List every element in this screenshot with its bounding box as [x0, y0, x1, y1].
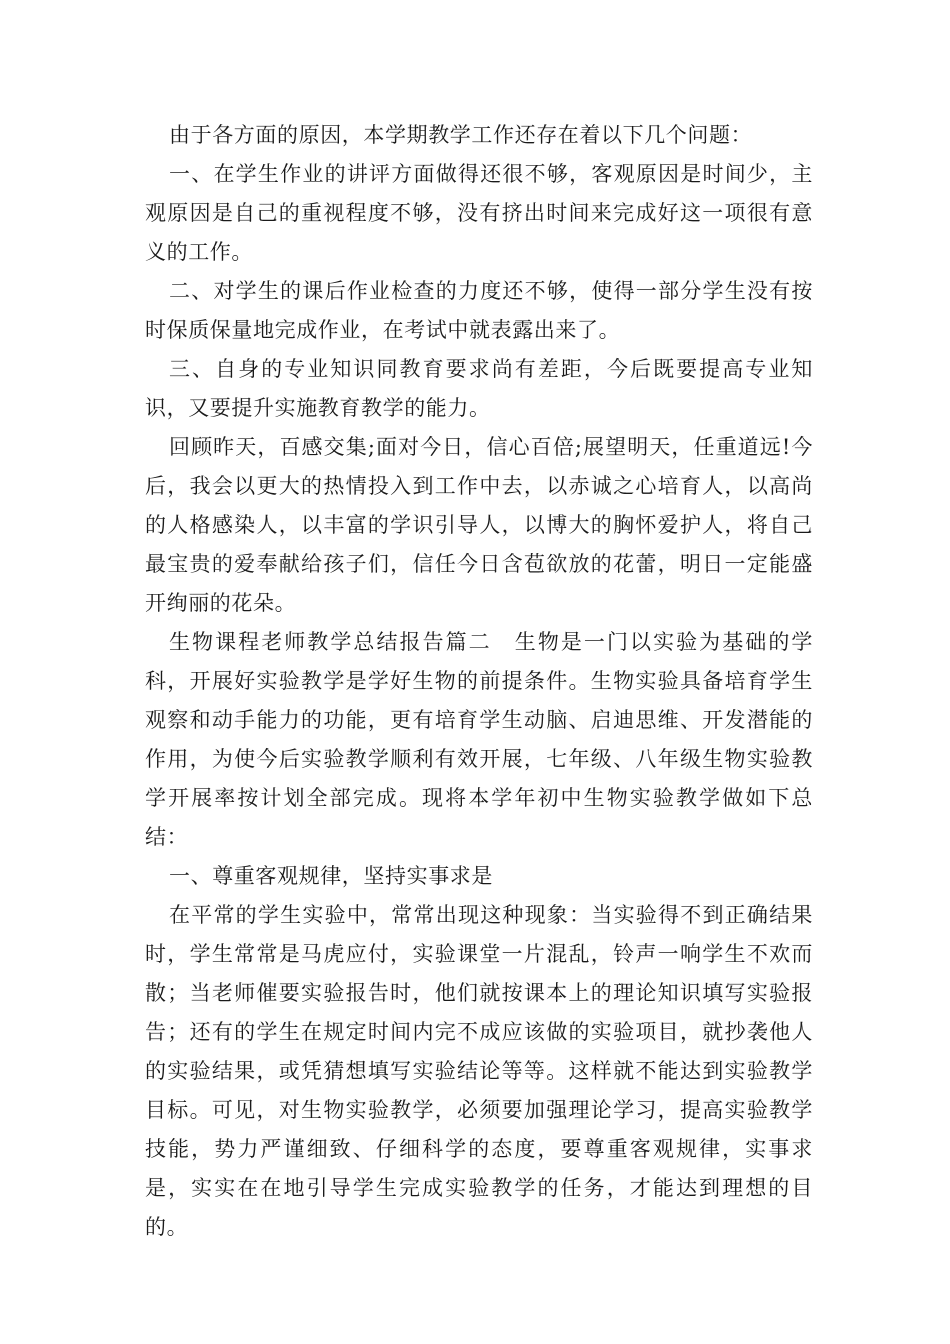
document-body	[145, 116, 813, 1247]
paragraph-experiment-practice: 在平常的学生实验中，常常出现这种现象：当实验得不到正确结果时，学生常常是马虎应付，实验课堂一片混乱，铃声一响学生不欢而散；当老师催要实验报告时，他们就按课本上的理论知识填写实验报告；还有的学生在规定时间内完不成应该做的实验项目，就抄袭他人的实验结果，或凭猜想填写实验结论等等。这样就不能达到实验教学目标。可见，对生物实验教学，必须要加强理论学习，提高实验教学技能，势力严谨细致、仔细科学的态度，要尊重客观规律，实事求是，实实在在地引导学生完成实验教学的任务，才能达到理想的目的。	[145, 903, 813, 1239]
paragraph-problem-three: 三、自身的专业知识同教育要求尚有差距，今后既要提高专业知识，又要提升实施教育教学的能力。	[145, 357, 813, 420]
paragraph-reflection: 回顾昨天，百感交集;面对今日，信心百倍;展望明天，任重道远!今后，我会以更大的热情投入到工作中去，以赤诚之心培育人，以高尚的人格感染人，以丰富的学识引导人，以博大的胸怀爱护人，将自己最宝贵的爱奉献给孩子们，信任今日含苞欲放的花蕾，明日一定能盛开绚丽的花朵。	[145, 435, 813, 615]
section-heading-one: 一、尊重客观规律，坚持实事求是	[169, 864, 493, 888]
paragraph-problem-one: 一、在学生作业的讲评方面做得还很不够，客观原因是时间少，主观原因是自己的重视程度不够，没有挤出时间来完成好这一项很有意义的工作。	[145, 162, 813, 264]
paragraph-report-two-intro: 生物课程老师教学总结报告篇二 生物是一门以实验为基础的学科，开展好实验教学是学好生物的前提条件。生物实验具备培育学生观察和动手能力的功能，更有培育学生动脑、启迪思维、开发潜能的作用，为使今后实验教学顺利有效开展，七年级、八年级生物实验教学开展率按计划全部完成。现将本学年初中生物实验教学做如下总结：	[145, 630, 813, 849]
paragraph-problem-two: 二、对学生的课后作业检查的力度还不够，使得一部分学生没有按时保质保量地完成作业，在考试中就表露出来了。	[145, 279, 813, 342]
paragraph-problems-intro: 由于各方面的原因，本学期教学工作还存在着以下几个问题：	[169, 123, 753, 147]
